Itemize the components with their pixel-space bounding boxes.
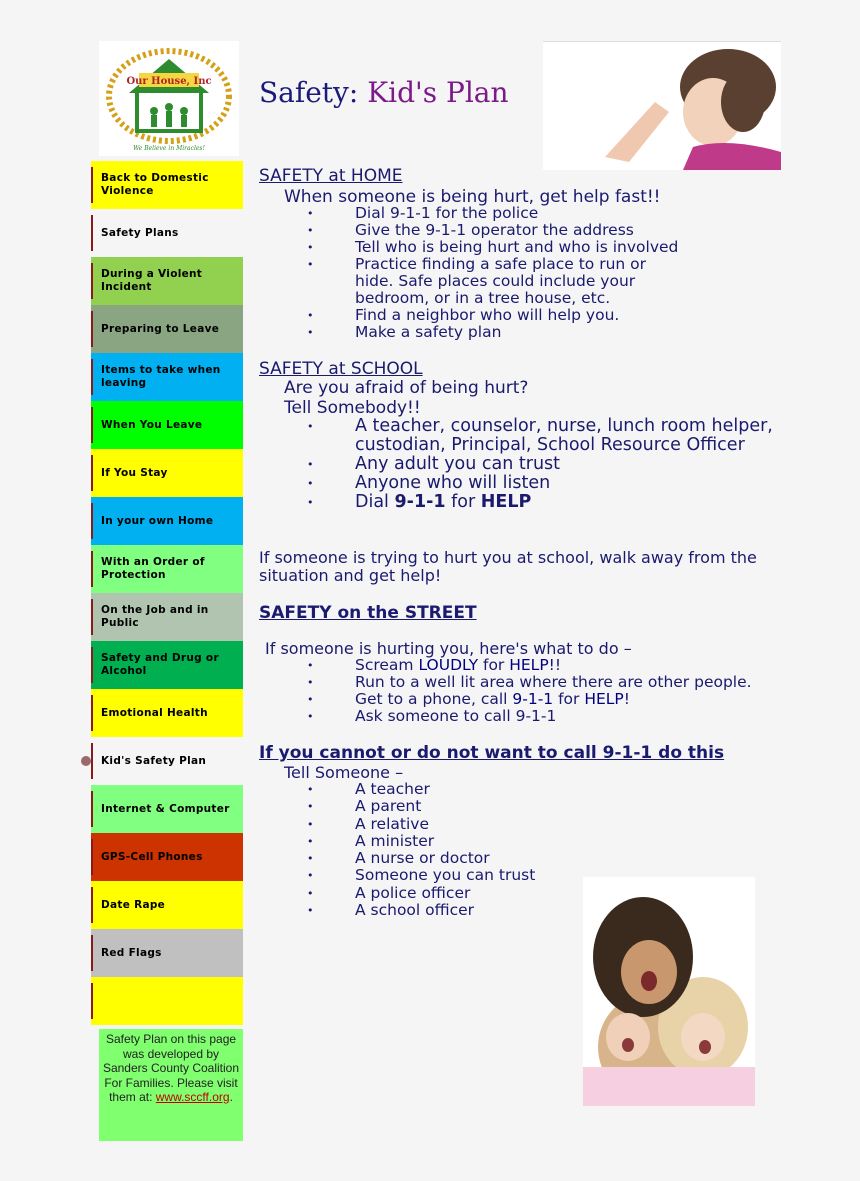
nav-divider xyxy=(91,503,93,539)
nav-divider xyxy=(91,407,93,443)
credit-text: Safety Plan on this page was developed by Sanders County Coalition For Families. Please visit them at: xyxy=(102,1032,240,1104)
nav-divider xyxy=(91,743,93,779)
nav-divider xyxy=(91,887,93,923)
page-title xyxy=(259,76,509,109)
page-title-main: Safety: xyxy=(259,76,368,109)
nav-safety-plans[interactable] xyxy=(91,209,243,257)
list-item: • Any adult you can trust xyxy=(259,455,779,474)
logo-tagline: We Believe in Miracles! xyxy=(133,145,205,152)
nav-label: In your own Home xyxy=(101,514,214,527)
nav-label: Emotional Health xyxy=(101,706,208,719)
nav-divider xyxy=(91,791,93,827)
nav-divider xyxy=(91,167,93,203)
list-item: • Run to a well lit area where there are other people. xyxy=(259,674,819,691)
street-heading: SAFETY on the STREET xyxy=(259,603,477,623)
nav-divider xyxy=(91,647,93,683)
list-item: • Dial 9-1-1 for the police xyxy=(259,205,779,222)
nav-emotional-health[interactable] xyxy=(91,689,243,737)
praying-child-photo xyxy=(543,41,781,170)
nav-divider xyxy=(91,983,93,1019)
dial-help: HELP xyxy=(480,492,532,512)
street-intro: If someone is hurting you, here's what to do – xyxy=(265,639,632,658)
credit-after: . xyxy=(229,1090,233,1104)
phone-help: HELP xyxy=(584,690,624,708)
nav-internet-computer[interactable] xyxy=(91,785,243,833)
cannot-heading: If you cannot or do not want to call 9-1-1 do this xyxy=(259,743,725,763)
list-item: • A teacher xyxy=(259,781,659,798)
scream-pre: Scream xyxy=(355,656,419,674)
shouting-kids-photo xyxy=(583,877,755,1106)
credit-link[interactable]: www.sccff.org xyxy=(155,1090,230,1104)
list-item: • A parent xyxy=(259,798,659,815)
school-list xyxy=(259,417,779,512)
nav-label: On the Job and in Public xyxy=(101,604,209,629)
list-item xyxy=(259,657,819,674)
list-item: • Anyone who will listen xyxy=(259,474,779,493)
credit-box xyxy=(99,1029,243,1141)
list-item: • A school officer xyxy=(259,902,659,919)
scream-end: !! xyxy=(548,656,562,674)
nav-preparing-to-leave[interactable] xyxy=(91,305,243,353)
nav-label: If You Stay xyxy=(101,466,168,479)
nav-label: Internet & Computer xyxy=(101,802,230,815)
dial-number: 9-1-1 xyxy=(394,492,446,512)
list-item: • Someone you can trust xyxy=(259,867,659,884)
nav-label: GPS-Cell Phones xyxy=(101,850,203,863)
phone-end: ! xyxy=(623,690,630,708)
nav-if-you-stay[interactable] xyxy=(91,449,243,497)
nav-items-to-take[interactable] xyxy=(91,353,243,401)
nav-divider xyxy=(91,551,93,587)
list-item: • Tell who is being hurt and who is involved xyxy=(259,239,779,256)
nav-label: Red Flags xyxy=(101,946,162,959)
logo-brand-text: Our House, Inc xyxy=(126,76,212,87)
list-item: • Ask someone to call 9-1-1 xyxy=(259,708,819,725)
nav-label: Safety and Drug or Alcohol xyxy=(101,652,219,677)
nav-label: Safety Plans xyxy=(101,226,179,239)
sidebar-nav xyxy=(91,161,243,1025)
nav-empty-item[interactable] xyxy=(91,977,243,1025)
school-line2: Tell Somebody!! xyxy=(284,398,421,418)
nav-label: When You Leave xyxy=(101,418,203,431)
list-item xyxy=(259,493,779,512)
current-page-marker-icon xyxy=(81,756,91,766)
list-item: • A minister xyxy=(259,833,659,850)
nav-divider xyxy=(91,263,93,299)
nav-divider xyxy=(91,935,93,971)
street-list xyxy=(259,657,819,725)
nav-drug-or-alcohol[interactable] xyxy=(91,641,243,689)
nav-label: Preparing to Leave xyxy=(101,322,220,335)
list-item: • Find a neighbor who will help you. xyxy=(259,307,779,324)
nav-label: With an Order of Protection xyxy=(101,556,205,581)
page-title-accent: Kid's Plan xyxy=(367,76,509,109)
list-item: • Make a safety plan xyxy=(259,324,779,341)
nav-red-flags[interactable] xyxy=(91,929,243,977)
scream-help: HELP xyxy=(509,656,549,674)
nav-in-your-own-home[interactable] xyxy=(91,497,243,545)
list-item: • A nurse or doctor xyxy=(259,850,659,867)
nav-divider xyxy=(91,311,93,347)
nav-divider xyxy=(91,359,93,395)
nav-gps-cell-phones[interactable] xyxy=(91,833,243,881)
school-note: If someone is trying to hurt you at school, walk away from the situation and get help! xyxy=(259,548,757,585)
list-item: • Practice finding a safe place to run or hide. Safe places could include your bedroom, or in a tree house, etc. xyxy=(259,256,660,307)
list-item: • A police officer xyxy=(259,885,659,902)
nav-divider xyxy=(91,695,93,731)
nav-label: Items to take when leaving xyxy=(101,364,221,389)
list-item: • Give the 9-1-1 operator the address xyxy=(259,222,779,239)
cannot-intro: Tell Someone – xyxy=(284,763,404,782)
nav-back-to-domestic-violence[interactable] xyxy=(91,161,243,209)
nav-kids-safety-plan[interactable] xyxy=(91,737,243,785)
home-heading: SAFETY at HOME xyxy=(259,166,403,186)
list-item xyxy=(259,691,819,708)
nav-label: Date Rape xyxy=(101,898,166,911)
nav-label: Kid's Safety Plan xyxy=(101,754,207,767)
nav-divider xyxy=(91,215,93,251)
scream-mid: for xyxy=(478,656,510,674)
phone-number: 9-1-1 xyxy=(512,690,554,708)
list-item: • A teacher, counselor, nurse, lunch room helper, custodian, Principal, School Resource Officer xyxy=(259,417,779,455)
list-item: • A relative xyxy=(259,816,659,833)
dial-mid: for xyxy=(445,492,481,512)
nav-label: During a Violent Incident xyxy=(101,268,203,293)
phone-pre: Get to a phone, call xyxy=(355,690,513,708)
site-logo[interactable] xyxy=(99,41,239,156)
school-heading: SAFETY at SCHOOL xyxy=(259,359,423,379)
nav-label: Back to Domestic Violence xyxy=(101,172,209,197)
nav-order-of-protection[interactable] xyxy=(91,545,243,593)
home-list xyxy=(259,205,779,341)
nav-during-violent-incident[interactable] xyxy=(91,257,243,305)
nav-when-you-leave[interactable] xyxy=(91,401,243,449)
scream-loudly: LOUDLY xyxy=(418,656,479,674)
phone-mid: for xyxy=(553,690,585,708)
nav-date-rape[interactable] xyxy=(91,881,243,929)
nav-divider xyxy=(91,599,93,635)
nav-divider xyxy=(91,839,93,875)
dial-pre: Dial xyxy=(355,492,395,512)
nav-job-and-public[interactable] xyxy=(91,593,243,641)
home-intro: When someone is being hurt, get help fast!! xyxy=(284,187,661,207)
school-line1: Are you afraid of being hurt? xyxy=(284,378,529,398)
nav-divider xyxy=(91,455,93,491)
